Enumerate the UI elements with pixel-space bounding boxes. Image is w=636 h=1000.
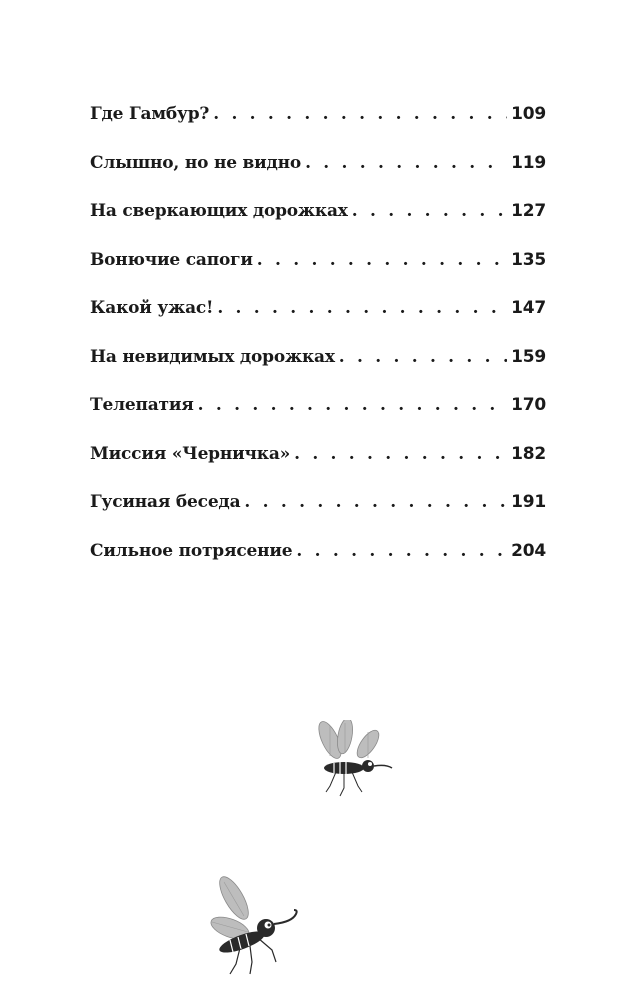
toc-entry[interactable] xyxy=(90,347,546,396)
toc-entry-page: 135 xyxy=(511,249,546,270)
toc-entry-title: Сильное потрясение xyxy=(90,540,293,561)
toc-entry-title: Слышно, но не видно xyxy=(90,152,302,173)
toc-entry-page: 182 xyxy=(511,443,546,464)
toc-entry-title: Гусиная беседа xyxy=(90,492,241,512)
toc-leader-dots xyxy=(294,444,507,464)
toc-entry[interactable] xyxy=(90,492,546,541)
toc-entry-title: Вонючие сапоги xyxy=(90,249,253,270)
toc-leader-dots xyxy=(217,298,507,318)
toc-entry-title: Где Гамбур? xyxy=(90,104,210,124)
toc-leader-dots xyxy=(198,395,507,415)
toc-leader-dots xyxy=(339,347,507,367)
toc-entry-page: 170 xyxy=(511,395,546,415)
toc-entry-page: 127 xyxy=(511,201,546,221)
mosquito-icon xyxy=(300,720,400,800)
toc-entry[interactable] xyxy=(90,104,546,153)
toc-leader-dots xyxy=(305,153,507,173)
toc-entry-title: На сверкающих дорожках xyxy=(90,201,348,221)
toc-entry-title: Телепатия xyxy=(90,395,194,415)
toc-entry-page: 159 xyxy=(511,346,546,367)
toc-entry-title: Какой ужас! xyxy=(90,298,214,318)
toc-leader-dots xyxy=(296,541,507,561)
toc-entry[interactable] xyxy=(90,541,546,590)
toc-entry[interactable] xyxy=(90,250,546,299)
toc-leader-dots xyxy=(213,104,507,124)
table-of-contents xyxy=(90,104,546,589)
toc-entry-page: 119 xyxy=(511,152,546,173)
toc-entry-title: Миссия «Черничка» xyxy=(90,443,291,464)
toc-entry[interactable] xyxy=(90,153,546,202)
toc-entry-page: 191 xyxy=(511,492,546,512)
mosquito-icon xyxy=(200,870,310,980)
toc-entry[interactable] xyxy=(90,395,546,444)
toc-entry-page: 204 xyxy=(511,540,546,561)
toc-entry-page: 109 xyxy=(511,104,546,124)
toc-entry-page: 147 xyxy=(511,298,546,318)
toc-leader-dots xyxy=(244,492,507,512)
toc-leader-dots xyxy=(352,201,507,221)
toc-entry-title: На невидимых дорожках xyxy=(90,346,335,367)
toc-entry[interactable] xyxy=(90,298,546,347)
toc-entry[interactable] xyxy=(90,444,546,493)
toc-leader-dots xyxy=(257,250,507,270)
toc-entry[interactable] xyxy=(90,201,546,250)
